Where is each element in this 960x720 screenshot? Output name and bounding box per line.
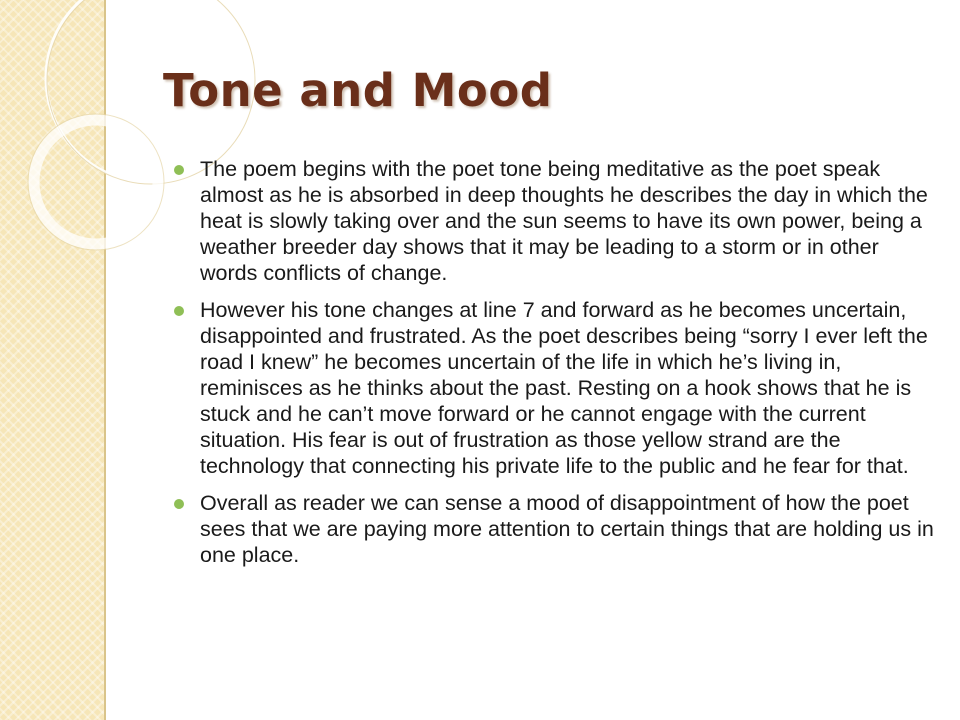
bullet-text: Overall as reader we can sense a mood of disappointment of how the poet sees that we are paying more attention to certain things that are holding us in one place. <box>200 491 934 567</box>
bullet-item <box>168 490 938 568</box>
bullet-list <box>168 156 938 579</box>
bullet-item <box>168 156 938 286</box>
bullet-text: However his tone changes at line 7 and forward as he becomes uncertain, disappointed and frustrated. As the poet describes being “sorry I ever left the road I knew” he becomes uncertain of the life in which he’s living in, reminisces as he thinks about the past. Resting on a hook shows that he is stuck and he can’t move forward or he cannot engage with the current situation. His fear is out of frustration as those yellow strand are the technology that connecting his private life to the public and he fear for that. <box>200 298 928 478</box>
slide-title: Tone and Mood <box>163 64 553 117</box>
bullet-dot-icon <box>174 306 184 316</box>
bullet-dot-icon <box>174 165 184 175</box>
bullet-item <box>168 297 938 479</box>
bullet-dot-icon <box>174 499 184 509</box>
bullet-text: The poem begins with the poet tone being meditative as the poet speak almost as he is absorbed in deep thoughts he describes the day in which the heat is slowly taking over and the sun seems to have its own power, being a weather breeder day shows that it may be leading to a storm or in other words conflicts of change. <box>200 157 928 285</box>
